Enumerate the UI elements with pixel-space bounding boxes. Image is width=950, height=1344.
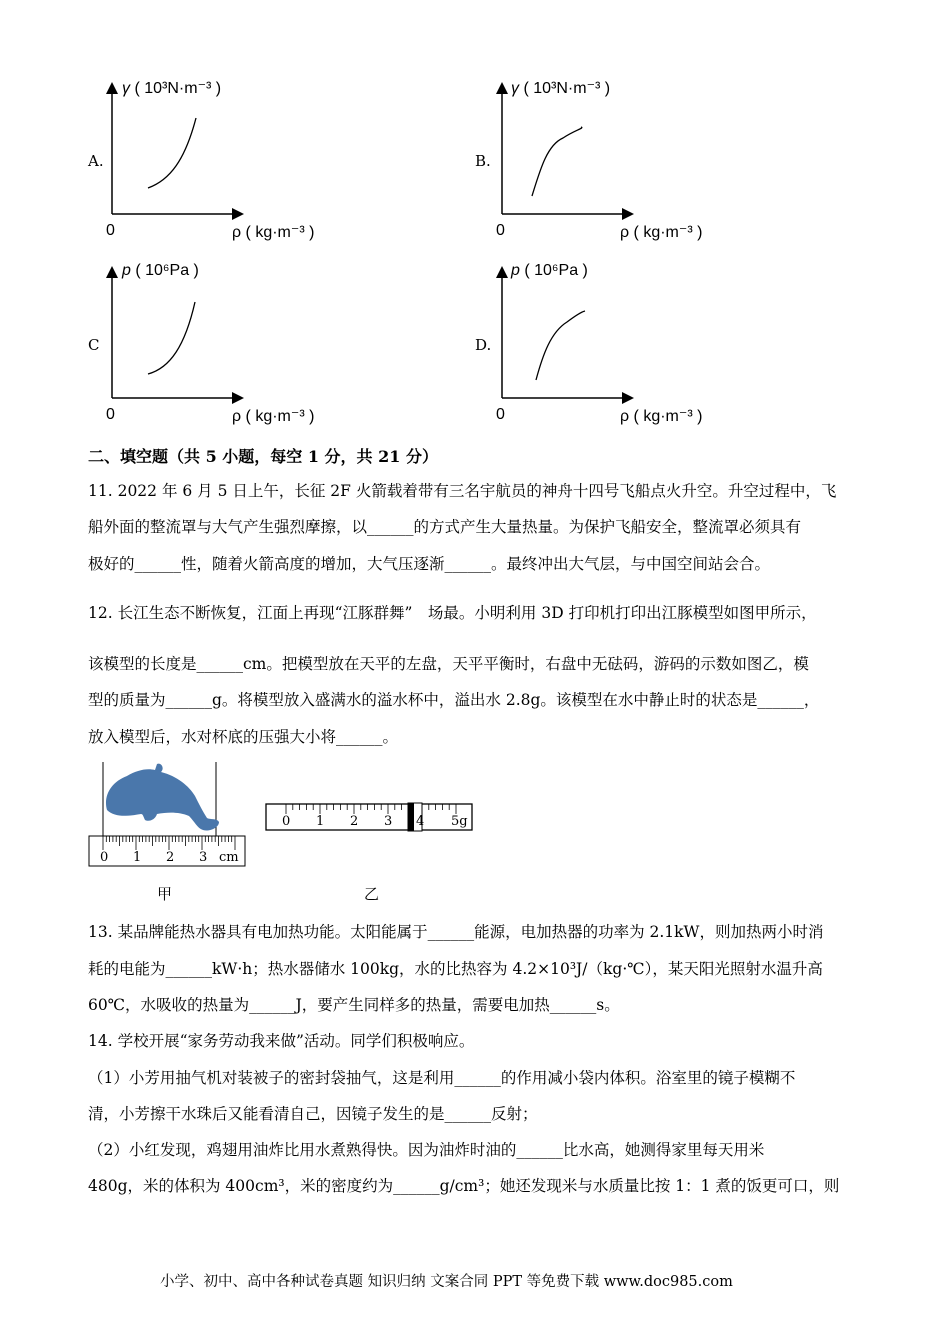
section-title: 二、填空题（共 5 小题，每空 1 分，共 21 分） [88,447,438,466]
q12-line-1: 12. 长江生态不断恢复，江面上再现“江豚群舞” 场最。小明利用 3D 打印机打印出江豚模型如图甲所示， [88,604,817,622]
scale-unit: 5g [451,814,468,829]
ruler-unit: cm [219,850,239,865]
graph-B-plot [475,0,950,250]
graph-A-y-unit: ( 10³N·m⁻³ ) [134,80,222,97]
q11-line-2: 船外面的整流罩与大气产生强烈摩擦，以______的方式产生大量热量。为保护飞船安全，整流罩必须具有 [88,518,802,536]
graph-A-y-label [122,78,221,98]
q14-line-1: 14. 学校开展“家务劳动我来做”活动。同学们积极响应。 [88,1032,475,1050]
ruler-tick-3: 3 [199,850,208,865]
scale-tick-3: 3 [384,814,393,829]
q14-line-3: 清，小芳擦干水珠后又能看清自己，因镜子发生的是______反射； [88,1105,538,1123]
q12-line-2: 该模型的长度是______cm。把模型放在天平的左盘，天平平衡时，右盘中无砝码，游码的示数如图乙，模 [88,655,809,673]
graph-B-origin: 0 [496,222,505,239]
graph-C-option-label: C [88,336,100,354]
graph-A-plot [0,0,475,250]
page-footer: 小学、初中、高中各种试卷真题 知识归纳 文案合同 PPT 等免费下载 www.doc985.com [160,1274,733,1290]
caption-yi: 乙 [364,885,380,903]
graph-A-option-label: A. [88,152,104,170]
graph-panel-C [0,250,475,435]
graph-C-x-label: ρ ( kg·m⁻³ ) [232,408,315,425]
graph-D-y-symbol: p [511,262,520,279]
graph-A-origin: 0 [106,222,115,239]
scale-tick-4: 4 [416,814,425,829]
figure-jia [85,758,255,873]
ruler-tick-2: 2 [166,850,175,865]
caption-jia: 甲 [157,885,173,903]
figure-yi [264,800,476,834]
graph-D-curve [536,311,585,380]
q11-line-3: 极好的______性，随着火箭高度的增加，大气压逐渐______。最终冲出大气层，与中国空间站会合。 [88,555,771,573]
q13-line-2: 耗的电能为______kW·h；热水器储水 100kg，水的比热容为 4.2×10³J/（kg·℃），某天阳光照射水温升高 [88,960,823,978]
graph-D-origin: 0 [496,406,505,423]
q14-line-5: 480g，米的体积为 400cm³，米的密度约为______g/cm³；她还发现米与水质量比按 1：1 煮的饭更可口，则 [88,1177,840,1195]
graph-C-curve [148,302,195,374]
graph-D-x-label: ρ ( kg·m⁻³ ) [620,408,703,425]
graph-panel-D [475,250,950,435]
graph-D-y-unit: ( 10⁶Pa ) [524,262,588,279]
graph-B-option-label: B. [475,152,491,170]
q14-line-2: （1）小芳用抽气机对装被子的密封袋抽气，这是利用______的作用减小袋内体积。浴室里的镜子模糊不 [88,1069,796,1087]
q12-line-4: 放入模型后，水对杯底的压强大小将______。 [88,728,399,746]
graph-A-y-symbol: γ [122,80,130,97]
graph-B-curve [532,127,582,196]
graph-A-curve [148,118,196,188]
graph-C-origin: 0 [106,406,115,423]
scale-tick-0: 0 [282,814,291,829]
graph-B-y-unit: ( 10³N·m⁻³ ) [523,80,611,97]
q12-line-3: 型的质量为______g。将模型放入盛满水的溢水杯中，溢出水 2.8g。该模型在水中静止时的状态是______， [88,691,820,709]
graph-B-x-label: ρ ( kg·m⁻³ ) [620,224,703,241]
ruler-tick-1: 1 [133,850,142,865]
graph-D-option-label: D. [475,336,492,354]
graph-panel-B [475,0,950,250]
ruler-tick-0: 0 [100,850,109,865]
graph-panel-A [0,0,475,250]
scale-tick-1: 1 [316,814,325,829]
q14-line-4: （2）小红发现，鸡翅用油炸比用水煮熟得快。因为油炸时油的______比水高，她测得家里每天用米 [88,1141,765,1159]
scale-tick-2: 2 [350,814,359,829]
graph-C-y-unit: ( 10⁶Pa ) [135,262,199,279]
dolphin-model [106,764,219,831]
graph-C-y-symbol: p [122,262,131,279]
graph-B-y-label [511,78,610,98]
q13-line-3: 60℃，水吸收的热量为______J，要产生同样多的热量，需要电加热______s。 [88,996,620,1014]
q13-line-1: 13. 某品牌能热水器具有电加热功能。太阳能属于______能源，电加热器的功率为 2.1kW，则加热两小时消 [88,923,824,941]
graph-D-y-label [511,262,588,280]
graph-A-x-label: ρ ( kg·m⁻³ ) [232,224,315,241]
graph-C-y-label [122,262,199,280]
scale-body [266,804,472,830]
balance-scale-diagram [264,800,476,834]
q11-line-1: 11. 2022 年 6 月 5 日上午，长征 2F 火箭载着带有三名宇航员的神舟十四号飞船点火升空。升空过程中，飞 [88,482,837,500]
graph-B-y-symbol: γ [511,80,519,97]
